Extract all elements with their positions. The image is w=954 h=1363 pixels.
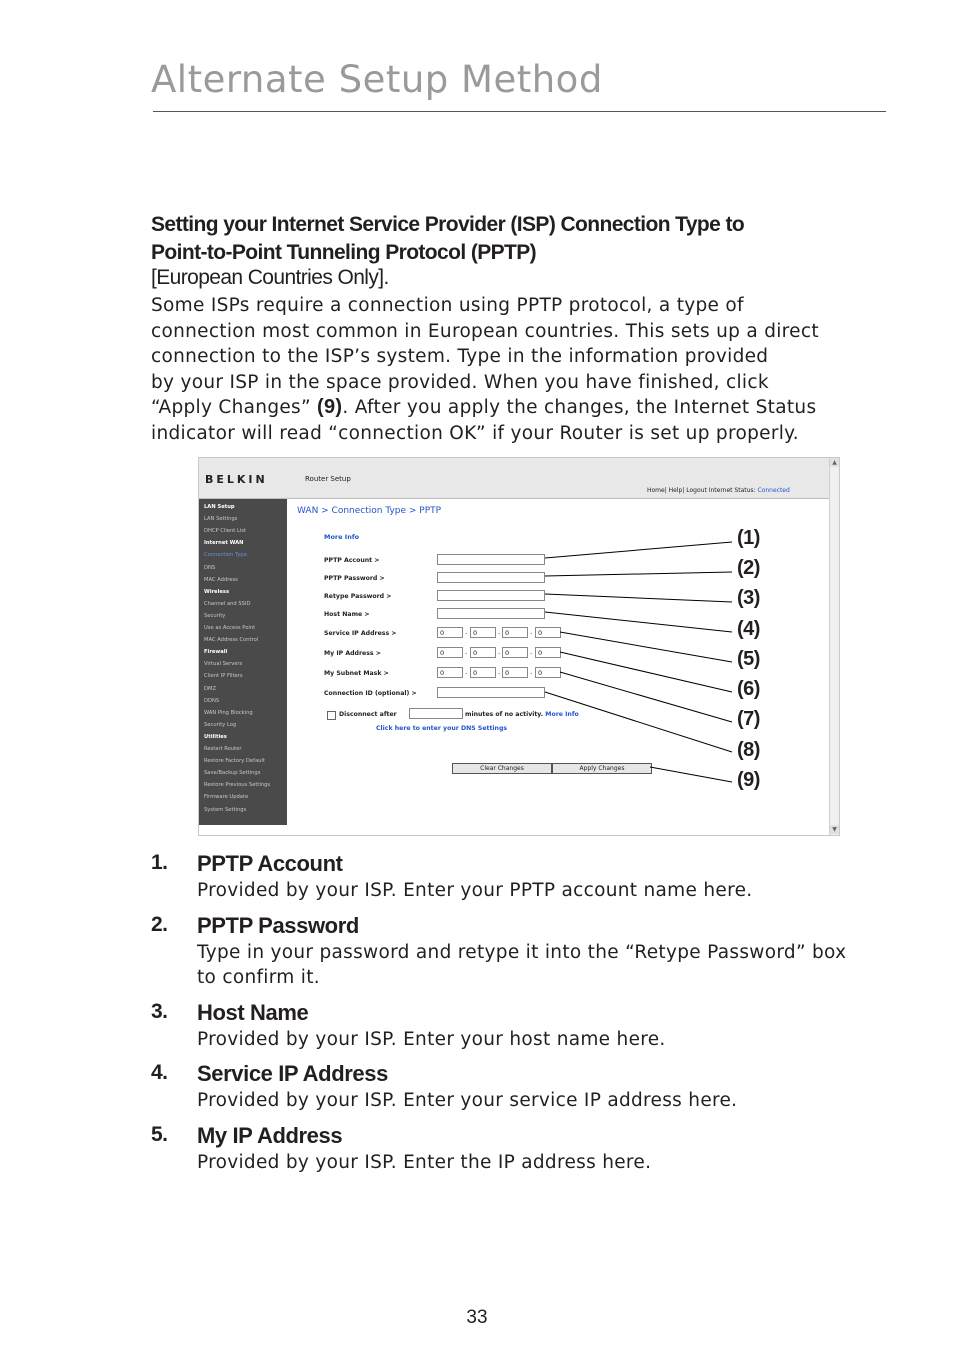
disconnect-tail [465,711,579,718]
scroll-down-icon[interactable]: ▼ [830,825,839,834]
pptp-password-label: PPTP Password > [324,575,385,582]
octet-separator: . [498,668,501,676]
connection-id-label: Connection ID (optional) > [324,690,417,697]
sidebar-item-dmz[interactable]: DMZ [204,685,217,692]
sidebar-item-channel-and-ssid[interactable]: Channel and SSID [204,600,251,607]
intro-line-2: connection most common in European countries. This sets up a direct [151,320,819,342]
list-number: 4. [151,1061,168,1084]
scrollbar[interactable] [829,458,839,835]
octet-separator: . [465,668,468,676]
octet-separator: . [530,668,533,676]
list-description: Provided by your ISP. Enter your host name here. [197,1029,666,1050]
list-description: Type in your password and retype it into the “Retype Password” box to confirm it. [197,942,847,988]
service-ip-label: Service IP Address > [324,630,397,637]
belkin-logo: BELKIN [205,473,268,486]
section-subheading: [European Countries Only]. [151,266,389,289]
subnet-mask-label: My Subnet Mask > [324,670,389,677]
intro-callout-ref: (9) [317,396,343,418]
connection-id-input[interactable] [437,687,545,698]
router-header [199,458,829,499]
sidebar-item-firewall: Firewall [204,649,228,656]
sidebar-item-firmware-update[interactable]: Firmware Update [204,794,249,801]
sidebar-item-security-log[interactable]: Security Log [204,721,237,728]
sidebar-item-mac-address-control[interactable]: MAC Address Control [204,637,259,644]
callout-2: (2) [737,557,760,579]
disconnect-tail-text: minutes of no activity. [465,711,544,718]
my-ip-octet-3[interactable]: 0 [502,647,528,658]
sidebar-item-restore-previous-settings[interactable]: Restore Previous Settings [204,782,271,789]
callout-4: (4) [737,618,760,640]
my-ip-octet-4[interactable]: 0 [535,647,561,658]
scroll-up-icon[interactable]: ▲ [830,458,839,467]
intro-line-5-post: . After you apply the changes, the Internet Status [342,397,817,418]
disconnect-more-info-link[interactable]: More Info [545,711,579,718]
pptp-account-input[interactable] [437,554,545,565]
intro-line-4: by your ISP in the space provided. When you have finished, click [151,371,769,393]
router-setup-title: Router Setup [305,475,351,483]
page-title: Alternate Setup Method [151,58,603,101]
list-title: Service IP Address [197,1061,388,1086]
service-ip-octet-1[interactable]: 0 [437,627,463,638]
disconnect-minutes-input[interactable] [409,708,463,719]
pptp-account-label: PPTP Account > [324,557,380,564]
sidebar-item-security[interactable]: Security [204,612,226,619]
section-heading [151,211,871,267]
retype-password-input[interactable] [437,590,545,601]
title-rule [153,111,886,112]
callout-5: (5) [737,648,760,670]
header-links [647,487,790,494]
intro-line-3: connection to the ISP’s system. Type in the information provided [151,346,769,367]
sidebar-item-lan-setup: LAN Setup [204,504,235,510]
sidebar-item-connection-type[interactable]: Connection Type [204,552,247,559]
sidebar-item-wireless: Wireless [204,588,230,595]
service-ip-octet-2[interactable]: 0 [470,627,496,638]
disconnect-label: Disconnect after [339,711,397,718]
list-title: PPTP Account [197,851,343,876]
host-name-label: Host Name > [324,611,370,618]
list-number: 1. [151,851,168,874]
subnet-octet-1[interactable]: 0 [437,667,463,678]
list-number: 3. [151,1000,168,1023]
sidebar-item-restart-router[interactable]: Restart Router [204,746,242,752]
subnet-octet-4[interactable]: 0 [535,667,561,678]
octet-separator: . [498,628,501,636]
header-nav-links[interactable]: Home| Help| Logout Internet Status: [647,487,756,494]
internet-status-value: Connected [757,487,790,494]
callout-7: (7) [737,708,760,730]
my-ip-label: My IP Address > [324,650,381,657]
sidebar-item-lan-settings[interactable]: LAN Settings [204,516,238,523]
list-title: PPTP Password [197,913,359,938]
sidebar-item-dns[interactable]: DNS [204,564,216,571]
list-number: 2. [151,913,168,936]
octet-separator: . [465,628,468,636]
list-number: 5. [151,1123,168,1146]
callout-8: (8) [737,739,760,761]
octet-separator: . [530,648,533,656]
section-heading-line-1: Setting your Internet Service Provider (ISP) Connection Type to [151,213,745,236]
dns-settings-link[interactable]: Click here to enter your DNS Settings [376,725,508,732]
sidebar-item-restore-factory-default[interactable]: Restore Factory Default [204,758,265,765]
sidebar-item-dhcp-client-list[interactable]: DHCP Client List [204,528,247,535]
host-name-input[interactable] [437,608,545,619]
sidebar-item-use-as-access-point[interactable]: Use as Access Point [204,625,256,631]
my-ip-octet-1[interactable]: 0 [437,647,463,658]
sidebar-item-wan-ping-blocking[interactable]: WAN Ping Blocking [204,709,253,716]
pptp-password-input[interactable] [437,572,545,583]
list-title: My IP Address [197,1123,343,1148]
sidebar-item-save-backup-settings[interactable]: Save/Backup Settings [204,770,261,777]
page-number: 33 [466,1307,488,1328]
sidebar-item-mac-address[interactable]: MAC Address [204,576,238,583]
sidebar-item-virtual-servers[interactable]: Virtual Servers [204,661,243,668]
sidebar-item-ddns[interactable]: DDNS [204,697,220,704]
callout-3: (3) [737,587,760,609]
list-description: Provided by your ISP. Enter the IP address here. [197,1152,652,1173]
octet-separator: . [530,628,533,636]
list-description: Provided by your ISP. Enter your PPTP account name here. [197,880,753,901]
octet-separator: . [498,648,501,656]
retype-password-label: Retype Password > [324,593,392,600]
sidebar-item-client-ip-filters[interactable]: Client IP Filters [204,673,243,680]
intro-line-6: indicator will read “connection OK” if your Router is set up properly. [151,422,799,444]
intro-line-5-pre: “Apply Changes” [151,397,318,418]
octet-separator: . [465,648,468,656]
sidebar-item-system-settings[interactable]: System Settings [204,806,247,813]
intro-line-5 [151,395,871,421]
list-title: Host Name [197,1000,309,1025]
sidebar-item-utilities: Utilities [204,733,227,740]
apply-changes-button[interactable]: Apply Changes [552,763,652,774]
breadcrumb: WAN > Connection Type > PPTP [297,506,442,516]
service-ip-octet-3[interactable]: 0 [502,627,528,638]
callout-9: (9) [737,769,760,791]
callout-6: (6) [737,678,760,700]
disconnect-checkbox[interactable] [327,711,336,720]
clear-changes-button[interactable]: Clear Changes [452,763,552,774]
my-ip-octet-2[interactable]: 0 [470,647,496,658]
intro-paragraph [151,293,871,446]
more-info-link[interactable]: More Info [324,533,360,541]
intro-line-1: Some ISPs require a connection using PPTP protocol, a type of [151,295,744,316]
sidebar-item-internet-wan: Internet WAN [204,540,244,547]
section-heading-line-2: Point-to-Point Tunneling Protocol (PPTP) [151,241,537,264]
service-ip-octet-4[interactable]: 0 [535,627,561,638]
callout-1: (1) [737,527,760,549]
list-description: Provided by your ISP. Enter your service IP address here. [197,1090,738,1111]
subnet-octet-3[interactable]: 0 [502,667,528,678]
subnet-octet-2[interactable]: 0 [470,667,496,678]
router-sidebar [199,499,287,825]
